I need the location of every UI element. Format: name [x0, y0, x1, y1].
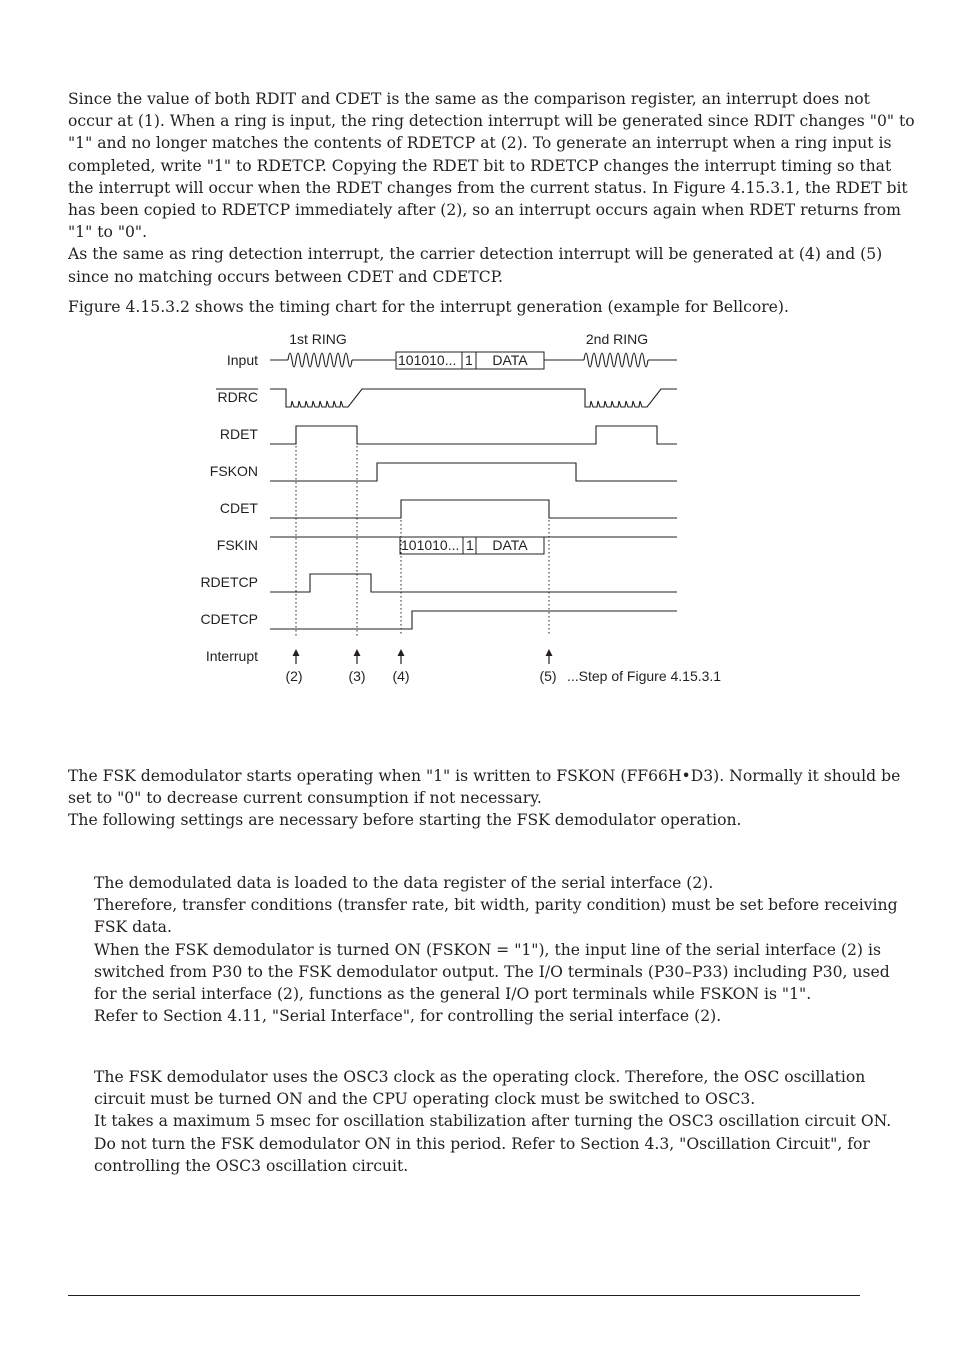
- text-line: As the same as ring detection interrupt, the carrier detection interrupt will be generated at (4) and (5): [68, 245, 883, 264]
- osc3-paragraph: [94, 1066, 892, 1177]
- text-line: switched from P30 to the FSK demodulator output. The I/O terminals (P30–P33) including P30, used: [94, 962, 890, 981]
- step-label-4: (4): [392, 668, 410, 684]
- signal-label-rdetcp: RDETCP: [200, 574, 258, 590]
- text-line: "1" to "0".: [68, 223, 148, 242]
- text-line: FSK data.: [94, 918, 172, 937]
- text-line: The FSK demodulator starts operating when "1" is written to FSKON (FF66H•D3). Normally it should be: [68, 767, 901, 785]
- input-waveform: [270, 352, 677, 369]
- signal-label-interrupt: Interrupt: [205, 648, 258, 664]
- signal-label-rdrc: RDRC: [217, 389, 258, 405]
- text-line: Do not turn the FSK demodulator ON in this period. Refer to Section 4.3, "Oscillation Circuit", for: [94, 1134, 870, 1153]
- text-line: When the FSK demodulator is turned ON (FSKON = "1"), the input line of the serial interface (2) is: [94, 940, 881, 959]
- rdet-waveform: [270, 426, 677, 444]
- text-line: "1" and no longer matches the contents of RDETCP at (2). To generate an interrupt when a ring input is: [68, 134, 892, 153]
- cdetcp-waveform: [270, 611, 677, 629]
- step-label-2: (2): [285, 668, 303, 684]
- fskon-waveform: [270, 463, 677, 481]
- text-line: circuit must be turned ON and the CPU operating clock must be switched to OSC3.: [94, 1090, 756, 1109]
- fskin-preamble: 101010...: [401, 537, 460, 553]
- text-line: Refer to Section 4.11, "Serial Interface", for controlling the serial interface (2).: [94, 1007, 722, 1026]
- text-line: Therefore, transfer conditions (transfer rate, bit width, parity condition) must be set before receiving: [94, 896, 898, 915]
- text-line: the interrupt will occur when the RDET changes from the current status. In Figure 4.15.3.1, the RDET bit: [68, 178, 908, 197]
- signal-label-cdetcp: CDETCP: [200, 611, 258, 627]
- text-line: Figure 4.15.3.2 shows the timing chart for the interrupt generation (example for Bellcore).: [68, 298, 789, 316]
- ring-label-first: 1st RING: [289, 331, 347, 347]
- text-line: has been copied to RDETCP immediately after (2), so an interrupt occurs again when RDET returns from: [68, 201, 901, 220]
- input-data: DATA: [492, 352, 528, 368]
- text-line: Since the value of both RDIT and CDET is the same as the comparison register, an interrupt does not: [68, 90, 870, 108]
- rdetcp-waveform: [270, 574, 677, 592]
- cdet-waveform: [270, 500, 677, 518]
- text-line: The FSK demodulator uses the OSC3 clock as the operating clock. Therefore, the OSC oscillation: [94, 1068, 866, 1086]
- text-line: It takes a maximum 5 msec for oscillation stabilization after turning the OSC3 oscillation circuit ON.: [94, 1112, 892, 1131]
- interrupt-arrow-5: [546, 649, 553, 664]
- text-line: set to "0" to decrease current consumption if not necessary.: [68, 789, 542, 808]
- fskin-data: DATA: [492, 537, 528, 553]
- interrupt-arrow-2: [293, 649, 300, 664]
- interrupt-arrow-3: [354, 649, 361, 664]
- input-bit: 1: [465, 352, 473, 368]
- text-line: occur at (1). When a ring is input, the ring detection interrupt will be generated since RDIT changes "0" to: [68, 112, 915, 131]
- text-line: for the serial interface (2), functions as the general I/O port terminals while FSKON is "1".: [94, 985, 812, 1004]
- input-preamble: 101010...: [398, 352, 457, 368]
- text-line: since no matching occurs between CDET and CDETCP.: [68, 267, 503, 286]
- text-line: completed, write "1" to RDETCP. Copying the RDET bit to RDETCP changes the interrupt timing so that: [68, 156, 892, 175]
- signal-label-fskin: FSKIN: [216, 537, 258, 553]
- text-line: controlling the OSC3 oscillation circuit.: [94, 1156, 409, 1175]
- fsk-operation-paragraph: [68, 765, 901, 832]
- serial-interface-paragraph: [94, 872, 898, 1027]
- fskin-bit: 1: [466, 537, 474, 553]
- rdrc-waveform: [270, 389, 677, 407]
- step-note: ...Step of Figure 4.15.3.1: [567, 668, 722, 684]
- ring-label-second: 2nd RING: [585, 331, 649, 347]
- signal-label-input: Input: [226, 352, 258, 368]
- step-label-3: (3): [348, 668, 366, 684]
- signal-label-rdet: RDET: [219, 426, 258, 442]
- footer-rule: [68, 1295, 860, 1296]
- text-line: The demodulated data is loaded to the data register of the serial interface (2).: [94, 874, 714, 892]
- signal-label-fskon: FSKON: [209, 463, 258, 479]
- text-line: The following settings are necessary before starting the FSK demodulator operation.: [68, 811, 742, 830]
- interrupt-arrow-4: [398, 649, 405, 664]
- signal-label-cdet: CDET: [219, 500, 258, 516]
- step-label-5: (5): [539, 668, 557, 684]
